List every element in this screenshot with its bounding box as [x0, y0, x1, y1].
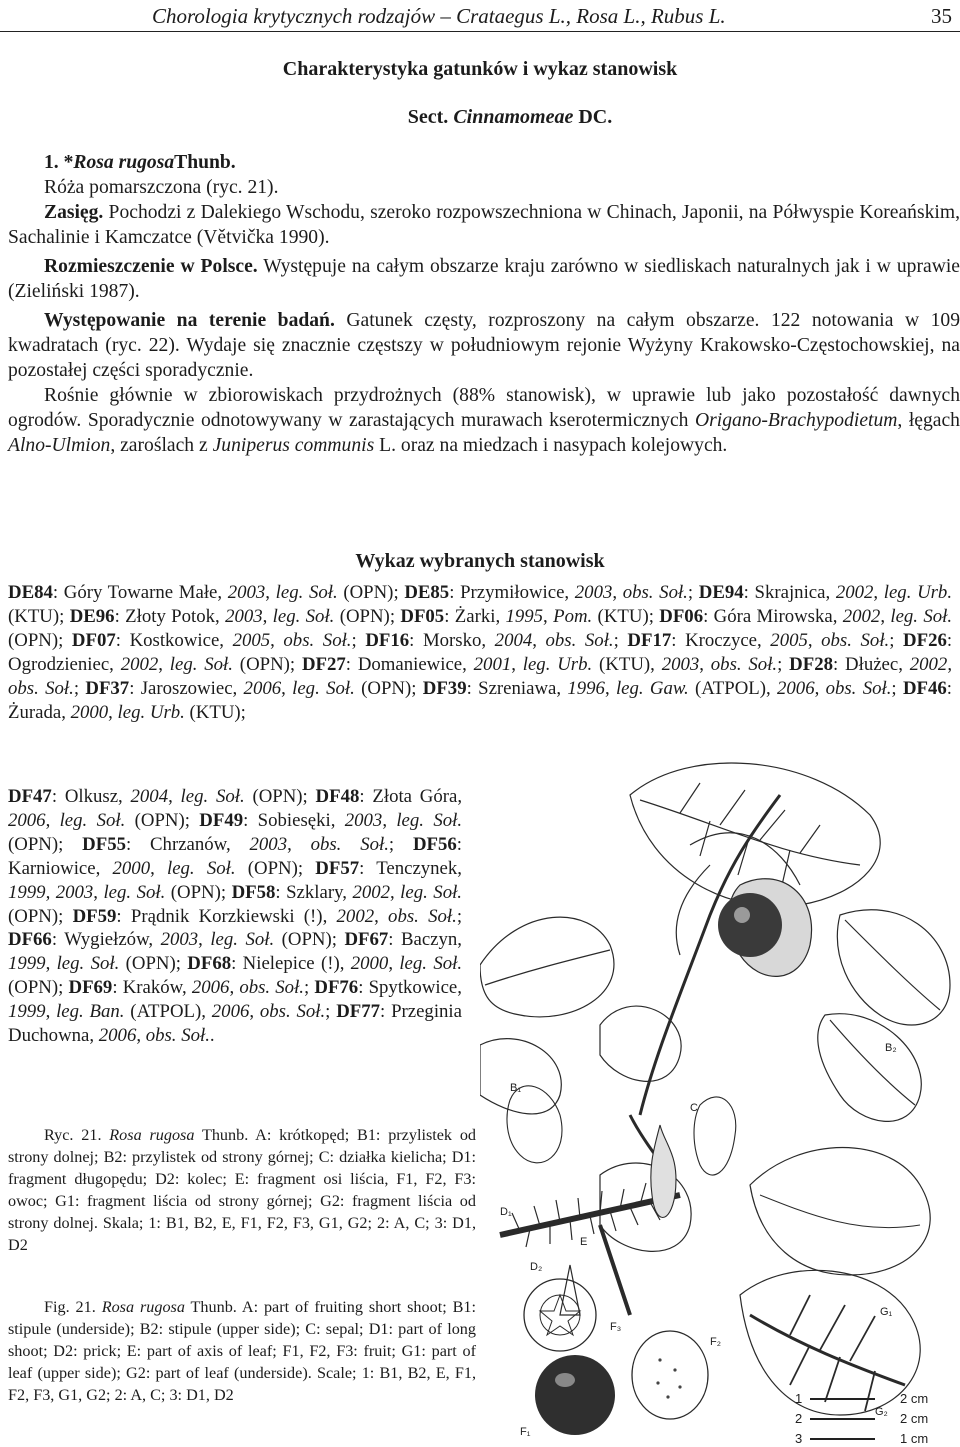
- place-name: Karniowice: [8, 857, 96, 879]
- running-title: Chorologia krytycznych rodzajów – Crataegus L., Rosa L., Rubus L.: [152, 4, 726, 28]
- locality-record: DF28: Dłużec, 2002, obs. Soł.;: [8, 653, 953, 699]
- localities-list-narrow: [8, 785, 462, 1048]
- square-code: DF16: [365, 629, 410, 651]
- localities-heading: Wykaz wybranych stanowisk: [355, 550, 605, 572]
- fruit-f1: [535, 1355, 615, 1435]
- label-c: C: [690, 1102, 698, 1114]
- place-name: Przeginia Duchowna: [8, 1001, 462, 1047]
- scale-label-2: 2: [795, 1411, 803, 1426]
- locality-record: DF59: Prądnik Korzkiewski (!), 2002, obs. Soł.;: [72, 905, 463, 927]
- prickle-d2: [560, 1265, 580, 1315]
- caption-polish: Ryc. 21. Rosa rugosa Thunb. A: krótkopęd; B1: przylistek od strony dolnej; B2: przylistek od strony górnej; C: działka kielicha; D1: fragment długopędu; D2: kolec; E: fragment osi liścia, F1, F2, F3: owoc; G1: fragment liścia od strony górnej; G2: fragment liścia od strony dolnej. Skala; 1: B1, B2, E, F1, F2, F3, G1, G2; 2: A, C; 3: D1, D2: [8, 1126, 477, 1254]
- range-paragraph: Zasięg. Pochodzi z Dalekiego Wschodu, szeroko rozpowszechniona w Chinach, Japonii, na Półwyspie Koreańskim, Sachalinie i Kamczatce (Větvička 1990).: [8, 202, 960, 248]
- place-name: Spytkowice: [368, 977, 458, 999]
- locality-record: DF16: Morsko, 2004, obs. Soł.;: [365, 629, 628, 651]
- caption-english: Fig. 21. Rosa rugosa Thunb. A: part of fruiting short shoot; B1: stipule (underside); B2: stipule (upper side); C: sepal; D1: part of long shoot; D2: prick; E: part of axis of leaf; F1, F2, F3: fruit; G1: part of leaf (upper side); G2: part of leaf (underside). Scale; 1: B1, B2, E, F1, F2, F3, G1, G2; 2: A, C; 3: D1, D2: [8, 1298, 476, 1404]
- locality-record: DF55: Chrzanów, 2003, obs. Soł.;: [82, 833, 413, 855]
- label-f1: F₁: [520, 1426, 531, 1438]
- locality-record: DF49: Sobiesęki, 2003, leg. Soł. (OPN);: [8, 809, 463, 855]
- locality-record: DF69: Kraków, 2006, obs. Soł.;: [68, 977, 315, 999]
- locality-record: DF05: Żarki, 1995, Pom. (KTU);: [400, 605, 660, 627]
- section-heading: Charakterystyka gatunków i wykaz stanowisk: [282, 58, 678, 80]
- place-name: Szreniawa: [478, 677, 557, 699]
- square-code: DF58: [231, 881, 276, 903]
- place-name: Kostkowice: [129, 629, 220, 651]
- square-code: DE84: [8, 582, 53, 603]
- figure-rosa-rugosa: [480, 755, 960, 1447]
- place-name: Kraków: [122, 977, 182, 999]
- page-number: 35: [931, 4, 952, 28]
- square-code: DF77: [336, 1001, 381, 1023]
- header-rule: [0, 31, 960, 32]
- square-code: DE85: [404, 582, 450, 603]
- place-name: Dłużec: [845, 653, 899, 675]
- square-code: DF17: [627, 629, 672, 651]
- place-name: Góra Mirowska: [713, 605, 833, 627]
- place-name: Domaniewice: [357, 653, 463, 675]
- study-area-paragraph: Występowanie na terenie badań. Gatunek częsty, rozproszony na całym obszarze. 122 notowania w 109 kwadratach (ryc. 22). Wydaje się znacznie częstszy w południowym rejonie Wyżyny Krakowsko-Częstochowskiej, na pozostałej części sporadycznie.: [8, 310, 960, 381]
- place-name: Góry Towarne Małe: [63, 582, 218, 603]
- square-code: DF55: [82, 833, 126, 855]
- locality-record: DF47: Olkusz, 2004, leg. Soł. (OPN);: [8, 786, 316, 807]
- leaf-g2: [740, 1270, 920, 1415]
- place-name: Morsko: [422, 629, 482, 651]
- square-code: DF39: [422, 677, 467, 699]
- localities-list-full: [8, 581, 952, 724]
- locality-record: DF07: Kostkowice, 2005, obs. Soł.;: [71, 629, 366, 651]
- square-code: DF48: [315, 786, 360, 807]
- square-code: DF37: [85, 677, 130, 699]
- locality-record: DF39: Szreniawa, 1996, leg. Gaw. (ATPOL), 2006, obs. Soł.;: [422, 677, 903, 699]
- square-code: DF57: [315, 857, 360, 879]
- square-code: DF47: [8, 786, 52, 807]
- scale-label-1: 1: [795, 1391, 803, 1406]
- species-title: 1. *Rosa rugosaThunb.: [44, 152, 236, 173]
- stipule-b1: [507, 1086, 562, 1163]
- locality-record: DF56: Karniowice, 2000, leg. Soł. (OPN);: [8, 833, 463, 879]
- place-name: Kroczyce: [685, 629, 758, 651]
- label-b1: B₁: [510, 1082, 522, 1094]
- place-name: Złoty Potok: [125, 605, 216, 627]
- square-code: DF46: [902, 677, 947, 699]
- place-name: Żurada: [8, 701, 62, 723]
- locality-record: DF17: Kroczyce, 2005, obs. Soł.;: [627, 629, 904, 651]
- place-name: Baczyn: [400, 929, 458, 951]
- place-name: Ogrodzieniec: [8, 653, 110, 675]
- place-name: Olkusz: [64, 786, 119, 807]
- sepal-c: [651, 1125, 676, 1218]
- locality-record: DF76: Spytkowice, 1999, leg. Ban. (ATPOL), 2006, obs. Soł.;: [8, 977, 462, 1023]
- place-name: Tenczynek: [376, 857, 458, 879]
- botanical-illustration: [480, 755, 960, 1447]
- square-code: DF05: [400, 605, 445, 627]
- scale-length-3: 1 cm: [900, 1431, 929, 1446]
- square-code: DF66: [8, 929, 52, 951]
- label-g1: G₁: [880, 1306, 893, 1318]
- place-name: Jaroszowiec: [140, 677, 233, 699]
- label-d1: D₁: [500, 1206, 512, 1218]
- leaf-g1: [750, 1148, 930, 1276]
- locality-record: DF26: Ogrodzieniec, 2002, leg. Soł. (OPN);: [8, 629, 953, 675]
- square-code: DF28: [789, 653, 833, 675]
- scale-label-3: 3: [795, 1431, 803, 1446]
- place-name: Żarki: [454, 605, 496, 627]
- locality-record: DE96: Złoty Potok, 2003, leg. Soł. (OPN);: [69, 605, 401, 627]
- leaf-axis-e: [600, 1225, 630, 1315]
- species-account: [8, 150, 960, 458]
- place-name: Skrajnica: [754, 582, 826, 603]
- fruit-f2: [632, 1331, 708, 1419]
- place-name: Szklary: [286, 881, 343, 903]
- place-name: Prądnik Korzkiewski (!): [130, 905, 323, 927]
- square-code: DF69: [68, 977, 113, 999]
- stipule-b2: [694, 1097, 736, 1175]
- label-d2: D₂: [530, 1261, 543, 1273]
- habitat-paragraph: Rośnie głównie w zbiorowiskach przydrożnych (88% stanowisk), w uprawie lub jako pozostałość dawnych ogrodów. Sporadycznie odnotowywany w zarastających murawach kserotermicznych Origano-Brachypodietum, łęgach Alno-Ulmion, zaroślach z Juniperus communis L. oraz na miedzach i nasypach kolejowych.: [8, 385, 960, 456]
- square-code: DF49: [199, 809, 244, 831]
- square-code: DF67: [344, 929, 389, 951]
- label-b2: B₂: [885, 1042, 897, 1054]
- place-name: Złota Góra: [372, 786, 458, 807]
- label-g2: G₂: [875, 1406, 888, 1418]
- place-name: Chrzanów: [150, 833, 226, 855]
- fruit-a: [718, 893, 782, 957]
- square-code: DF76: [314, 977, 359, 999]
- locality-record: DF66: Wygiełzów, 2003, leg. Soł. (OPN);: [8, 929, 345, 951]
- square-code: DE94: [698, 582, 744, 603]
- label-f3: F₃: [610, 1321, 622, 1333]
- locality-record: DF46: Żurada, 2000, leg. Urb. (KTU);: [8, 677, 953, 723]
- square-code: DF07: [71, 629, 116, 651]
- poland-paragraph: Rozmieszczenie w Polsce. Występuje na całym obszarze kraju zarówno w siedliskach naturalnych jak i w uprawie (Zieliński 1987).: [8, 256, 960, 302]
- square-code: DF56: [412, 833, 457, 855]
- locality-record: DF67: Baczyn, 1999, leg. Soł. (OPN);: [8, 929, 462, 975]
- scale-length-1: 2 cm: [900, 1391, 929, 1406]
- locality-record: DF77: Przeginia Duchowna, 2006, obs. Soł..: [8, 1001, 462, 1047]
- locality-record: DF27: Domaniewice, 2001, leg. Urb. (KTU), 2003, obs. Soł.;: [301, 653, 790, 675]
- locality-record: DF06: Góra Mirowska, 2002, leg. Soł. (OPN);: [8, 605, 953, 651]
- locality-record: DF57: Tenczynek, 1999, 2003, leg. Soł. (OPN);: [8, 857, 462, 903]
- square-code: DF06: [659, 605, 704, 627]
- square-code: DF68: [187, 953, 232, 975]
- place-name: Sobiesęki: [257, 809, 331, 831]
- locality-record: DE84: Góry Towarne Małe, 2003, leg. Soł. (OPN);: [8, 582, 405, 603]
- label-f2: F₂: [710, 1336, 721, 1348]
- species-polish-name: Róża pomarszczona (ryc. 21).: [44, 177, 279, 198]
- locality-record: DF58: Szklary, 2002, leg. Soł. (OPN);: [8, 881, 462, 927]
- locality-record: DF48: Złota Góra, 2006, leg. Soł. (OPN);: [8, 786, 463, 831]
- place-name: Przymiłowice: [460, 582, 565, 603]
- locality-record: DE94: Skrajnica, 2002, leg. Urb. (KTU);: [8, 582, 953, 627]
- scale-bars: [810, 1399, 875, 1439]
- locality-record: DE85: Przymiłowice, 2003, obs. Soł.;: [404, 582, 699, 603]
- square-code: DF59: [72, 905, 117, 927]
- label-e: E: [580, 1236, 588, 1248]
- square-code: DF27: [301, 653, 346, 675]
- square-code: DF26: [903, 629, 947, 651]
- place-name: Wygiełzów: [64, 929, 149, 951]
- locality-record: DF68: Nielepice (!), 2000, leg. Soł. (OPN);: [8, 953, 463, 999]
- running-header: [0, 2, 960, 34]
- place-name: Nielepice (!): [242, 953, 340, 975]
- scale-length-2: 2 cm: [900, 1411, 929, 1426]
- locality-record: DF37: Jaroszowiec, 2006, leg. Soł. (OPN);: [85, 677, 423, 699]
- square-code: DE96: [69, 605, 115, 627]
- section-subheading: Sect. Cinnamomeae DC.: [407, 106, 613, 128]
